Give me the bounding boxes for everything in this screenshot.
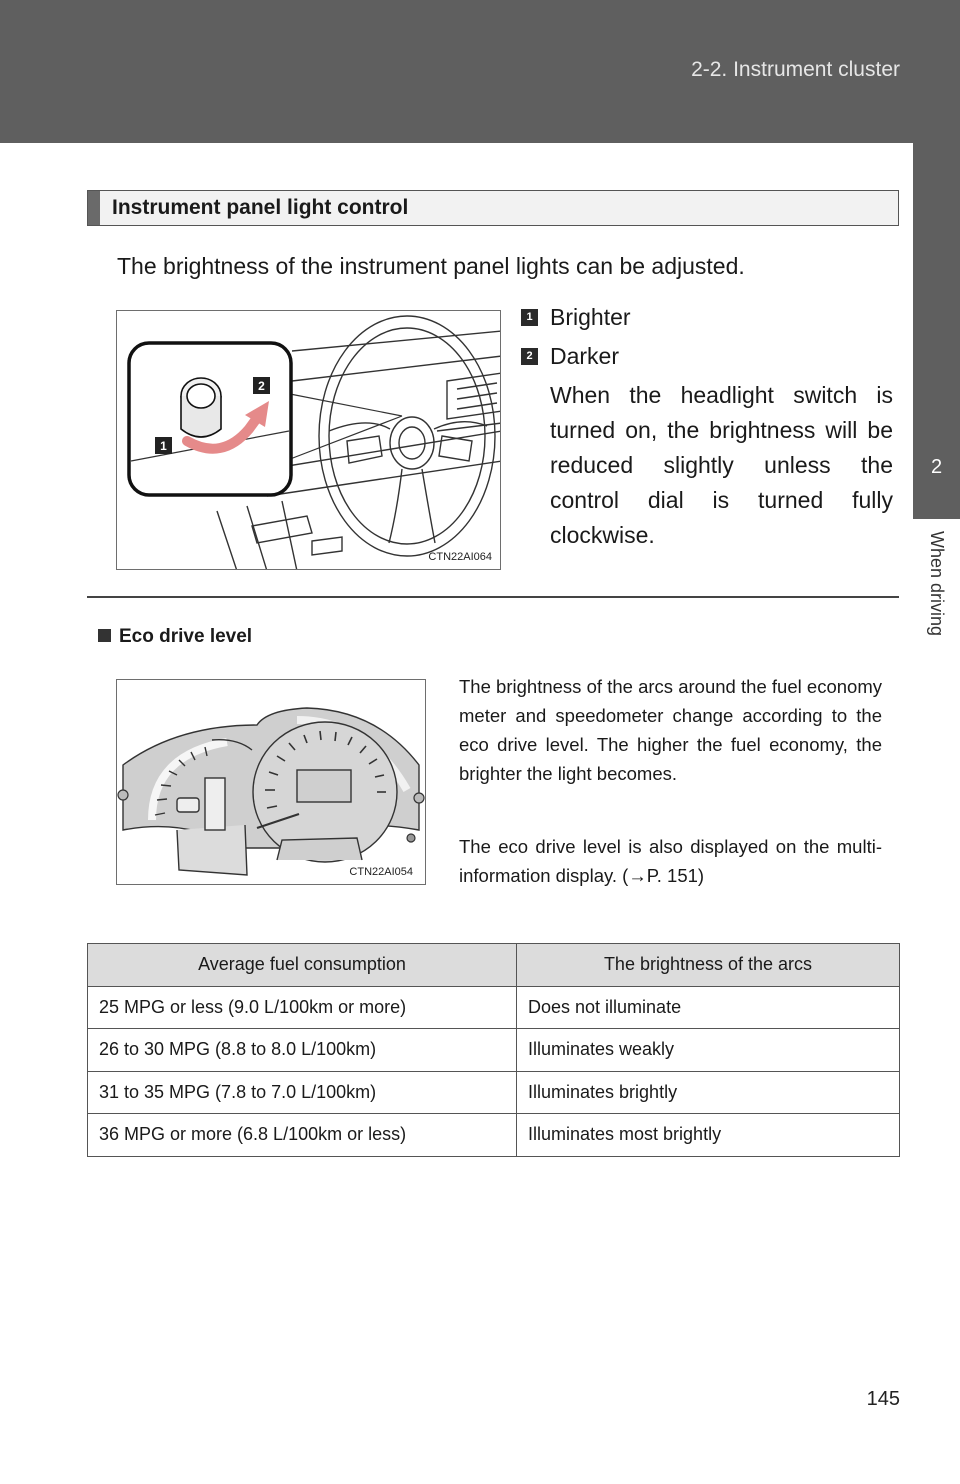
page-number: 145 [866, 1388, 900, 1410]
eco-level-table [87, 943, 900, 1157]
table-row [88, 986, 900, 1029]
table-row [88, 1071, 900, 1114]
cluster-drawing [117, 680, 426, 885]
eco-drive-heading-text: Eco drive level [119, 626, 253, 647]
section-intro: The brightness of the instrument panel lights can be adjusted. [117, 253, 745, 279]
headlight-note: When the headlight switch is turned on, the brightness will be reduced slightly unless the control dial is turned fully clockwise. [550, 382, 893, 548]
svg-text:2: 2 [258, 379, 265, 393]
dashboard-dial-illustration [116, 310, 501, 570]
table-cell: Does not illuminate [517, 986, 900, 1029]
column-header: Average fuel consumption [88, 944, 517, 987]
page-header [0, 0, 960, 143]
section-heading-bar [87, 190, 899, 226]
table-cell: Illuminates weakly [517, 1029, 900, 1072]
table-row [88, 1029, 900, 1072]
section-divider [87, 596, 899, 598]
callout-label: Brighter [550, 304, 631, 330]
chapter-tab [913, 519, 960, 684]
table-cell: 36 MPG or more (6.8 L/100km or less) [88, 1114, 517, 1157]
section-title: Instrument panel light control [112, 196, 409, 219]
table-row [88, 1114, 900, 1157]
svg-text:1: 1 [160, 439, 167, 453]
chapter-tab-label: When driving [927, 531, 947, 637]
eco-description: The brightness of the arcs around the fuel economy meter and speedometer change according to the eco drive level. The higher the fuel economy, the brighter the light becomes. [459, 676, 882, 784]
callout-number-badge: 2 [521, 348, 538, 365]
eco-drive-heading [98, 626, 252, 648]
table-cell: 25 MPG or less (9.0 L/100km or more) [88, 986, 517, 1029]
table-cell: Illuminates most brightly [517, 1114, 900, 1157]
figure-code: CTN22AI054 [349, 866, 413, 878]
eco-display-note: The eco drive level is also displayed on the multi-information display. (→P. 151) [459, 836, 882, 886]
table-cell: Illuminates brightly [517, 1071, 900, 1114]
table-cell: 26 to 30 MPG (8.8 to 8.0 L/100km) [88, 1029, 517, 1072]
instrument-cluster-illustration [116, 679, 426, 885]
callout-number-badge: 1 [521, 309, 538, 326]
figure-code: CTN22AI064 [428, 551, 492, 563]
chapter-section-title: 2-2. Instrument cluster [691, 58, 900, 81]
table-cell: 31 to 35 MPG (7.8 to 7.0 L/100km) [88, 1071, 517, 1114]
callout-label: Darker [550, 343, 620, 369]
square-bullet-icon [98, 629, 111, 642]
dashboard-drawing [117, 311, 501, 570]
column-header: The brightness of the arcs [517, 944, 900, 987]
table-header-row [88, 944, 900, 987]
chapter-tab-number: 2 [913, 143, 960, 519]
